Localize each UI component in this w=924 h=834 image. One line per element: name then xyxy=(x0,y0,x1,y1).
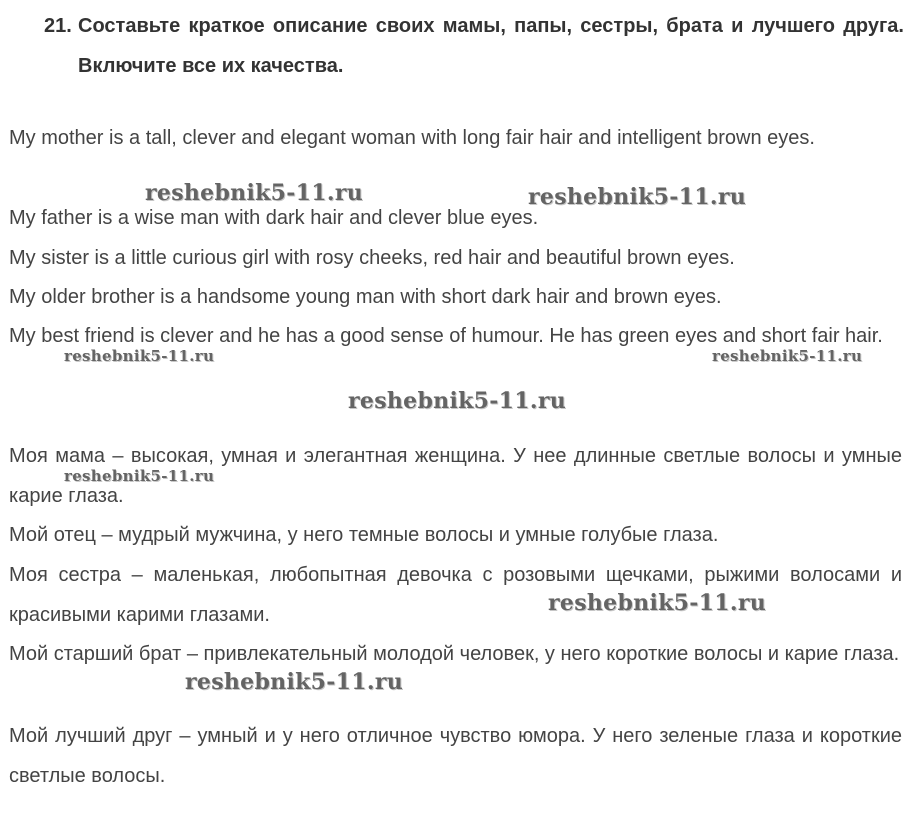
watermark: reshebnik5-11.ru xyxy=(548,590,767,616)
russian-brother-paragraph: Мой старший брат – привлекательный молодой человек, у него короткие волосы и карие глаза. xyxy=(9,643,900,665)
russian-sister-paragraph: Моя сестра – маленькая, любопытная девочка с розовыми щечками, рыжими волосами и красивыми карими глазами. xyxy=(9,564,902,626)
watermark: reshebnik5-11.ru xyxy=(145,180,364,206)
english-friend-paragraph: My best friend is clever and he has a good sense of humour. He has green eyes and short fair hair. xyxy=(9,325,883,347)
english-brother-paragraph: My older brother is a handsome young man with short dark hair and brown eyes. xyxy=(9,286,722,308)
watermark: reshebnik5-11.ru xyxy=(185,669,404,695)
russian-father-paragraph: Мой отец – мудрый мужчина, у него темные волосы и умные голубые глаза. xyxy=(9,524,719,546)
english-father-paragraph: My father is a wise man with dark hair and clever blue eyes. xyxy=(9,207,539,229)
russian-friend-paragraph: Мой лучший друг – умный и у него отличное чувство юмора. У него зеленые глаза и короткие светлые волосы. xyxy=(9,725,902,787)
task-heading xyxy=(44,6,904,86)
task-number: 21. xyxy=(44,15,72,37)
watermark: reshebnik5-11.ru xyxy=(348,388,567,414)
english-sister-paragraph: My sister is a little curious girl with rosy cheeks, red hair and beautiful brown eyes. xyxy=(9,247,735,269)
watermark: reshebnik5-11.ru xyxy=(712,347,863,365)
russian-mother-paragraph: Моя мама – высокая, умная и элегантная женщина. У нее длинные светлые волосы и умные карие глаза. xyxy=(9,445,902,507)
watermark: reshebnik5-11.ru xyxy=(64,347,215,365)
task-instruction: Составьте краткое описание своих мамы, папы, сестры, брата и лучшего друга. Включите все их качества. xyxy=(78,15,904,77)
watermark: reshebnik5-11.ru xyxy=(64,467,215,485)
english-mother-paragraph: My mother is a tall, clever and elegant woman with long fair hair and intelligent brown eyes. xyxy=(9,127,815,149)
watermark: reshebnik5-11.ru xyxy=(528,184,747,210)
